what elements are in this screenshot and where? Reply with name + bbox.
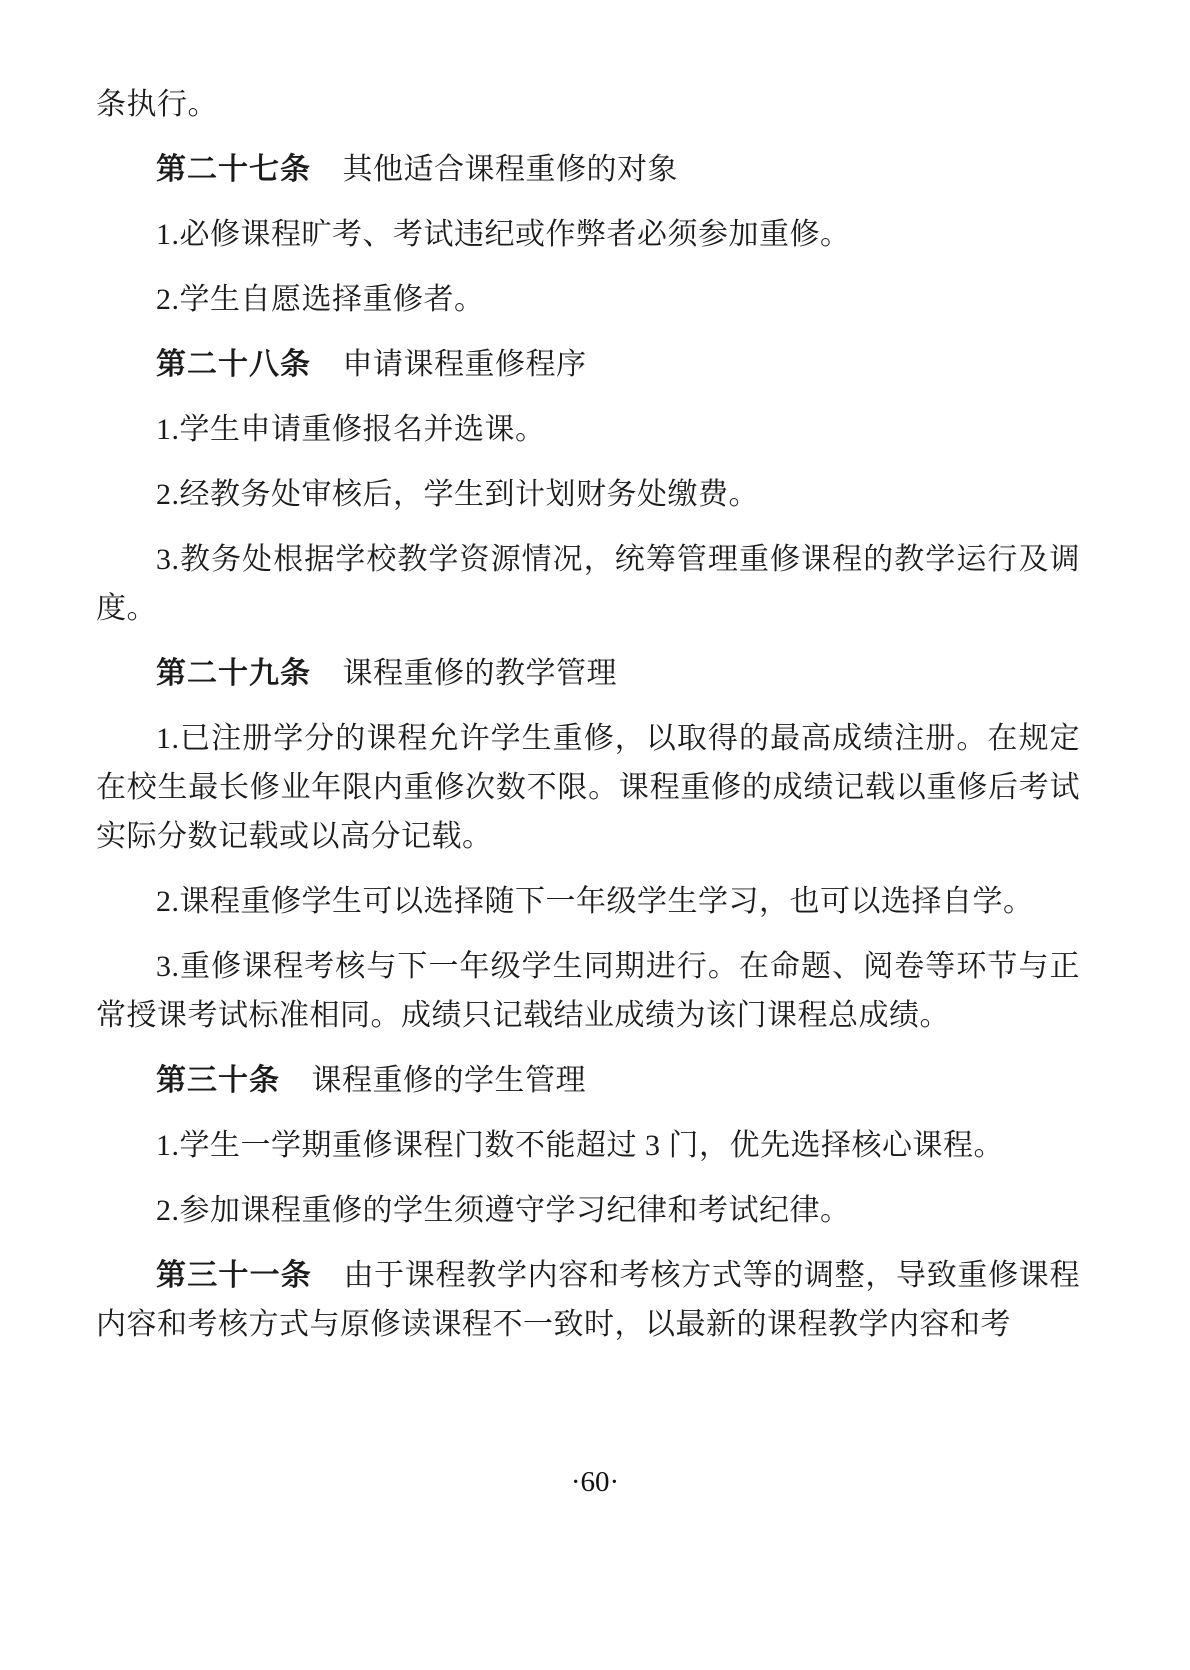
clause-number: 第三十条 [156,1064,280,1097]
clause-heading-27 [96,145,1080,194]
paragraph [96,714,1080,861]
clause-number: 第二十八条 [156,348,311,381]
paragraph [96,470,1080,519]
clause-number: 第二十七条 [156,153,311,186]
paragraph [96,210,1080,259]
clause-number: 第二十九条 [156,657,311,690]
paragraph [96,275,1080,324]
clause-title: 课程重修的教学管理 [342,657,617,690]
continuation-line [96,80,1080,129]
clause-title: 申请课程重修程序 [342,348,587,381]
paragraph [96,1121,1080,1170]
paragraph [96,535,1080,633]
clause-heading-30 [96,1056,1080,1105]
paragraph-text: 1.学生申请重修报名并选课。 [156,413,546,446]
paragraph-text: 2.课程重修学生可以选择随下一年级学生学习，也可以选择自学。 [156,885,1034,918]
clause-heading-31 [96,1251,1080,1349]
document-body [96,80,1080,1349]
paragraph-text: 条执行。 [96,88,218,121]
clause-title: 其他适合课程重修的对象 [342,153,678,186]
clause-body: 由于课程教学内容和考核方式等的调整，导致重修课程内容和考核方式与原修读课程不一致时，以最新的课程教学内容和考 [96,1259,1081,1341]
paragraph [96,942,1080,1040]
paragraph-text: 2.学生自愿选择重修者。 [156,283,485,316]
paragraph [96,877,1080,926]
clause-title: 课程重修的学生管理 [311,1064,586,1097]
page-number: ·60· [570,1466,620,1498]
paragraph-text: 2.经教务处审核后，学生到计划财务处缴费。 [156,478,759,511]
paragraph [96,1186,1080,1235]
clause-heading-28 [96,340,1080,389]
paragraph-text: 1.必修课程旷考、考试违纪或作弊者必须参加重修。 [156,218,851,251]
paragraph-text: 2.参加课程重修的学生须遵守学习纪律和考试纪律。 [156,1194,851,1227]
paragraph-text: 3.教务处根据学校教学资源情况，统筹管理重修课程的教学运行及调度。 [96,543,1080,625]
clause-heading-29 [96,649,1080,698]
paragraph-text: 1.学生一学期重修课程门数不能超过 3 门，优先选择核心课程。 [156,1129,1004,1162]
paragraph-text: 3.重修课程考核与下一年级学生同期进行。在命题、阅卷等环节与正常授课考试标准相同。成绩只记载结业成绩为该门课程总成绩。 [96,950,1080,1032]
clause-number: 第三十一条 [156,1259,312,1292]
paragraph-text: 1.已注册学分的课程允许学生重修，以取得的最高成绩注册。在规定在校生最长修业年限内重修次数不限。课程重修的成绩记载以重修后考试实际分数记载或以高分记载。 [96,722,1080,853]
paragraph [96,405,1080,454]
